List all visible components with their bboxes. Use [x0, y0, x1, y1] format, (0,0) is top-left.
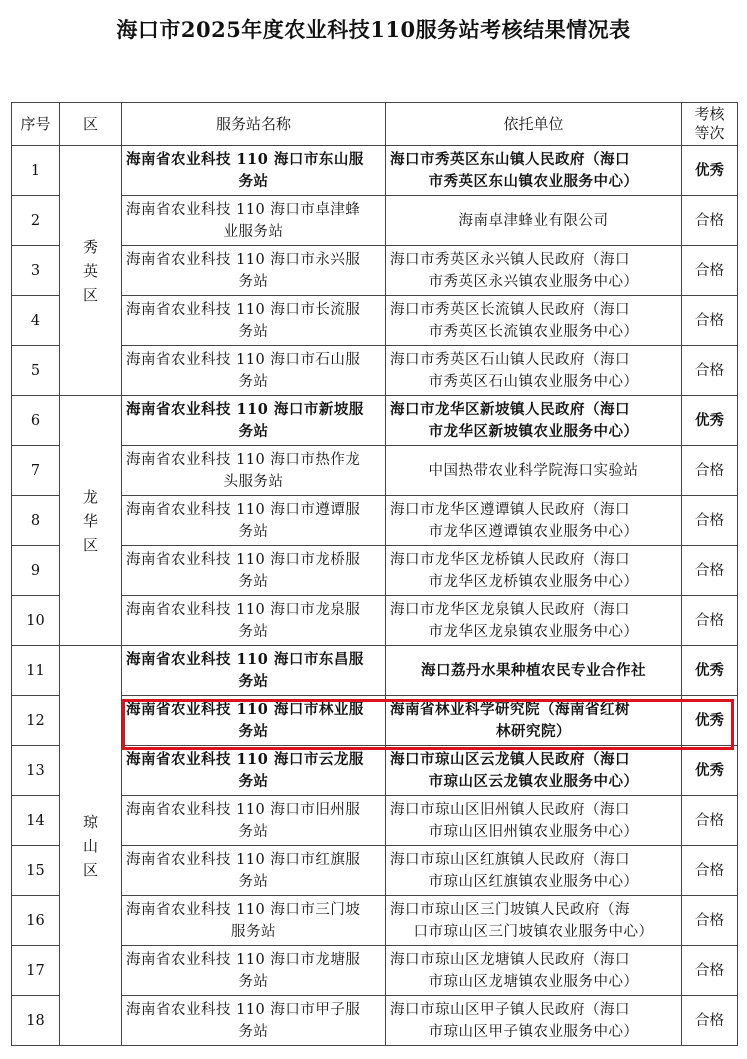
grade-cell: 合格	[682, 346, 738, 396]
host-unit-line2: 市琼山区龙塘镇农业服务中心）	[428, 973, 639, 990]
host-unit-cell	[386, 446, 682, 496]
host-unit-line2: 市琼山区旧州镇农业服务中心）	[428, 823, 639, 840]
host-unit-line2: 市琼山区红旗镇农业服务中心）	[428, 873, 639, 890]
host-unit-line1: 海口荔丹水果种植农民专业合作社	[421, 661, 646, 679]
grade-cell: 合格	[682, 796, 738, 846]
station-name-line2: 务站	[238, 722, 269, 740]
row-seq: 16	[12, 896, 60, 946]
row-seq: 10	[12, 596, 60, 646]
station-name-line2: 务站	[238, 672, 269, 690]
station-name-line2: 务站	[238, 273, 269, 290]
grade-cell: 合格	[682, 946, 738, 996]
grade-cell: 合格	[682, 496, 738, 546]
header-grade-line2: 等次	[694, 124, 725, 142]
host-unit-cell	[386, 646, 682, 696]
station-name-line1: 海南省农业科技 110 海口市长流服	[126, 301, 361, 318]
station-name-line1: 海南省农业科技 110 海口市红旗服	[126, 851, 361, 868]
station-name-cell	[122, 946, 386, 996]
host-unit-line2: 市琼山区云龙镇农业服务中心）	[428, 772, 639, 790]
host-unit-line1: 海口市秀英区东山镇人民政府（海口	[390, 150, 630, 168]
district-name: 秀英区	[82, 237, 98, 304]
station-name-line2: 务站	[238, 523, 269, 540]
host-unit-cell	[386, 796, 682, 846]
row-seq: 6	[12, 396, 60, 446]
host-unit-line2: 林研究院）	[496, 722, 571, 740]
grade-cell: 优秀	[682, 646, 738, 696]
host-unit-line1: 海口市琼山区红旗镇人民政府（海口	[390, 851, 630, 868]
row-seq: 9	[12, 546, 60, 596]
table-row	[12, 646, 738, 696]
host-unit-line2: 市秀英区长流镇农业服务中心）	[428, 323, 639, 340]
row-seq: 17	[12, 946, 60, 996]
grade-cell: 合格	[682, 446, 738, 496]
row-seq: 13	[12, 746, 60, 796]
station-name-line2: 务站	[238, 772, 269, 790]
host-unit-cell	[386, 296, 682, 346]
header-grade-line1: 考核	[694, 105, 725, 123]
station-name-cell	[122, 246, 386, 296]
station-name-cell	[122, 896, 386, 946]
station-name-line1: 海南省农业科技 110 海口市龙塘服	[126, 951, 361, 968]
station-name-cell	[122, 546, 386, 596]
station-name-line1: 海南省农业科技 110 海口市旧州服	[126, 801, 361, 818]
host-unit-line1: 海口市琼山区甲子镇人民政府（海口	[390, 1001, 630, 1018]
grade-cell: 合格	[682, 246, 738, 296]
row-seq: 8	[12, 496, 60, 546]
host-unit-cell	[386, 496, 682, 546]
header-grade	[682, 103, 738, 146]
host-unit-line1: 海口市琼山区三门坡镇人民政府（海	[390, 901, 630, 918]
row-seq: 18	[12, 996, 60, 1046]
station-name-line1: 海南省农业科技 110 海口市遵谭服	[126, 501, 361, 518]
header-seq: 序号	[12, 103, 60, 146]
station-name-line1: 海南省农业科技 110 海口市甲子服	[126, 1001, 361, 1018]
row-seq: 12	[12, 696, 60, 746]
district-cell	[60, 146, 122, 396]
station-name-line1: 海南省农业科技 110 海口市新坡服	[126, 400, 364, 418]
station-name-line1: 海南省农业科技 110 海口市卓津蜂	[126, 201, 361, 218]
row-seq: 2	[12, 196, 60, 246]
host-unit-cell	[386, 146, 682, 196]
district-cell	[60, 396, 122, 646]
station-name-line2: 务站	[238, 1023, 269, 1040]
grade-cell: 合格	[682, 546, 738, 596]
document-title: 海口市2025年度农业科技110服务站考核结果情况表	[116, 17, 631, 42]
grade-cell: 优秀	[682, 396, 738, 446]
host-unit-line2: 市龙华区新坡镇农业服务中心）	[428, 422, 639, 440]
station-name-line1: 海南省农业科技 110 海口市林业服	[126, 700, 364, 718]
station-name-line1: 海南省农业科技 110 海口市东山服	[126, 150, 364, 168]
row-seq: 5	[12, 346, 60, 396]
host-unit-line1: 海南卓津蜂业有限公司	[458, 212, 609, 229]
host-unit-cell	[386, 246, 682, 296]
host-unit-line2: 市秀英区东山镇农业服务中心）	[428, 172, 639, 190]
station-name-line2: 业服务站	[223, 223, 284, 240]
grade-cell: 优秀	[682, 696, 738, 746]
station-name-line1: 海南省农业科技 110 海口市石山服	[126, 351, 361, 368]
grade-cell: 合格	[682, 996, 738, 1046]
host-unit-cell	[386, 546, 682, 596]
host-unit-line2: 市龙华区遵谭镇农业服务中心）	[428, 523, 639, 540]
station-name-cell	[122, 796, 386, 846]
station-name-line1: 海南省农业科技 110 海口市龙泉服	[126, 601, 361, 618]
station-name-line2: 头服务站	[223, 473, 284, 490]
host-unit-line1: 海口市龙华区新坡镇人民政府（海口	[390, 400, 630, 418]
row-seq: 1	[12, 146, 60, 196]
host-unit-cell	[386, 346, 682, 396]
station-name-cell	[122, 846, 386, 896]
station-name-line2: 务站	[238, 172, 269, 190]
station-name-cell	[122, 746, 386, 796]
station-name-line1: 海南省农业科技 110 海口市永兴服	[126, 251, 361, 268]
station-name-line1: 海南省农业科技 110 海口市龙桥服	[126, 551, 361, 568]
host-unit-line2: 市龙华区龙泉镇农业服务中心）	[428, 623, 639, 640]
station-name-line1: 海南省农业科技 110 海口市热作龙	[126, 451, 361, 468]
station-name-line1: 海南省农业科技 110 海口市云龙服	[126, 750, 364, 768]
header-station: 服务站名称	[122, 103, 386, 146]
host-unit-cell	[386, 196, 682, 246]
header-district: 区	[60, 103, 122, 146]
host-unit-cell	[386, 996, 682, 1046]
host-unit-line1: 海口市龙华区龙泉镇人民政府（海口	[390, 601, 630, 618]
grade-cell: 合格	[682, 596, 738, 646]
station-name-line2: 务站	[238, 573, 269, 590]
district-name: 琼山区	[82, 812, 98, 879]
host-unit-cell	[386, 846, 682, 896]
host-unit-line1: 海口市秀英区永兴镇人民政府（海口	[390, 251, 630, 268]
host-unit-line1: 海口市琼山区云龙镇人民政府（海口	[390, 750, 630, 768]
station-name-line2: 服务站	[231, 923, 276, 940]
row-seq: 15	[12, 846, 60, 896]
host-unit-cell	[386, 396, 682, 446]
row-seq: 14	[12, 796, 60, 846]
station-name-line1: 海南省农业科技 110 海口市东昌服	[126, 650, 364, 668]
station-name-line2: 务站	[238, 973, 269, 990]
station-name-cell	[122, 496, 386, 546]
station-name-cell	[122, 696, 386, 746]
grade-cell: 优秀	[682, 746, 738, 796]
host-unit-line1: 海口市秀英区长流镇人民政府（海口	[390, 301, 630, 318]
station-name-cell	[122, 596, 386, 646]
host-unit-cell	[386, 896, 682, 946]
station-name-line2: 务站	[238, 323, 269, 340]
station-name-cell	[122, 996, 386, 1046]
station-name-cell	[122, 646, 386, 696]
host-unit-cell	[386, 696, 682, 746]
host-unit-cell	[386, 596, 682, 646]
host-unit-line1: 中国热带农业科学院海口实验站	[428, 462, 639, 479]
host-unit-cell	[386, 946, 682, 996]
host-unit-line1: 海口市琼山区旧州镇人民政府（海口	[390, 801, 630, 818]
grade-cell: 合格	[682, 196, 738, 246]
host-unit-cell	[386, 746, 682, 796]
table-row	[12, 146, 738, 196]
host-unit-line1: 海口市龙华区龙桥镇人民政府（海口	[390, 551, 630, 568]
host-unit-line2: 市秀英区石山镇农业服务中心）	[428, 373, 639, 390]
district-cell	[60, 646, 122, 1046]
station-name-line2: 务站	[238, 422, 269, 440]
grade-cell: 合格	[682, 296, 738, 346]
grade-cell: 优秀	[682, 146, 738, 196]
header-unit: 依托单位	[386, 103, 682, 146]
table-row	[12, 396, 738, 446]
host-unit-line2: 市龙华区龙桥镇农业服务中心）	[428, 573, 639, 590]
station-name-cell	[122, 296, 386, 346]
station-name-line1: 海南省农业科技 110 海口市三门坡	[126, 901, 361, 918]
row-seq: 7	[12, 446, 60, 496]
host-unit-line1: 海口市龙华区遵谭镇人民政府（海口	[390, 501, 630, 518]
grade-cell: 合格	[682, 896, 738, 946]
station-name-cell	[122, 446, 386, 496]
host-unit-line2: 市秀英区永兴镇农业服务中心）	[428, 273, 639, 290]
host-unit-line1: 海南省林业科学研究院（海南省红树	[390, 700, 630, 718]
station-name-cell	[122, 146, 386, 196]
row-seq: 4	[12, 296, 60, 346]
assessment-results-table	[11, 102, 738, 1046]
grade-cell: 合格	[682, 846, 738, 896]
station-name-cell	[122, 346, 386, 396]
station-name-line2: 务站	[238, 873, 269, 890]
host-unit-line1: 海口市琼山区龙塘镇人民政府（海口	[390, 951, 630, 968]
station-name-line2: 务站	[238, 373, 269, 390]
station-name-line2: 务站	[238, 623, 269, 640]
station-name-cell	[122, 396, 386, 446]
host-unit-line1: 海口市秀英区石山镇人民政府（海口	[390, 351, 630, 368]
station-name-line2: 务站	[238, 823, 269, 840]
row-seq: 3	[12, 246, 60, 296]
host-unit-line2: 市琼山区甲子镇农业服务中心）	[428, 1023, 639, 1040]
header-row	[12, 103, 738, 146]
district-name: 龙华区	[82, 487, 98, 554]
row-seq: 11	[12, 646, 60, 696]
station-name-cell	[122, 196, 386, 246]
host-unit-line2: 口市琼山区三门坡镇农业服务中心）	[413, 923, 654, 940]
